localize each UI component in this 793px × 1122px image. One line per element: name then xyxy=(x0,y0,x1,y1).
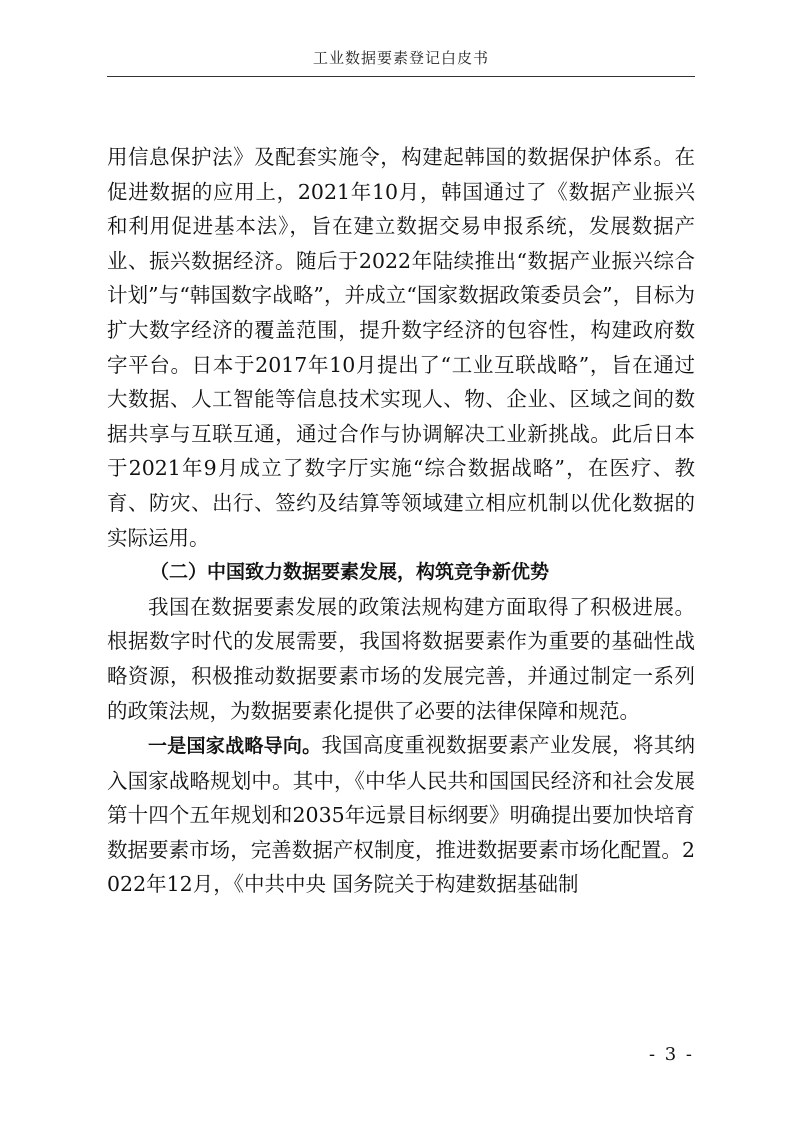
section-heading: （二）中国致力数据要素发展，构筑竞争新优势 xyxy=(150,561,550,584)
paragraph-lead-phrase: 一是国家战略导向。 xyxy=(148,735,322,758)
running-header-title: 工业数据要素登记白皮书 xyxy=(312,49,489,67)
paragraph-china-policy-overview: 我国在数据要素发展的政策法规构建方面取得了积极进展。根据数字时代的发展需要，我国将数据要素作为重要的基础性战略资源，积极推动数据要素市场的发展完善，并通过制定一系列的政策法规，为数据要素化提供了必要的法律保障和规范。 xyxy=(107,594,695,723)
page-number: - 3 - xyxy=(648,1044,694,1065)
paragraph-national-strategy xyxy=(107,728,695,902)
document-body xyxy=(107,140,695,902)
paragraph-national-strategy-text: 我国高度重视数据要素产业发展，将其纳入国家战略规划中。其中，《中华人民共和国国民经济和社会发展第十四个五年规划和2035年远景目标纲要》明确提出要加快培育数据要素市场，完善数据产权制度，推进数据要素市场化配置。2022年12月，《中共中央 国务院关于构建数据基础制 xyxy=(107,733,695,897)
paragraph-korea-japan-data-policy: 用信息保护法》及配套实施令，构建起韩国的数据保护体系。在促进数据的应用上，2021年10月，韩国通过了《数据产业振兴和利用促进基本法》，旨在建立数据交易申报系统，发展数据产业、振兴数据经济。随后于2022年陆续推出“数据产业振兴综合计划”与“韩国数字战略”，并成立“国家数据政策委员会”，目标为扩大数字经济的覆盖范围，提升数字经济的包容性，构建政府数字平台。日本于2017年10月提出了“工业互联战略”，旨在通过大数据、人工智能等信息技术实现人、物、企业、区域之间的数据共享与互联互通，通过合作与协调解决工业新挑战。此后日本于2021年9月成立了数字厅实施“综合数据战略”，在医疗、教育、防灾、出行、签约及结算等领域建立相应机制以优化数据的实际运用。 xyxy=(107,145,695,550)
header-divider xyxy=(107,76,695,77)
